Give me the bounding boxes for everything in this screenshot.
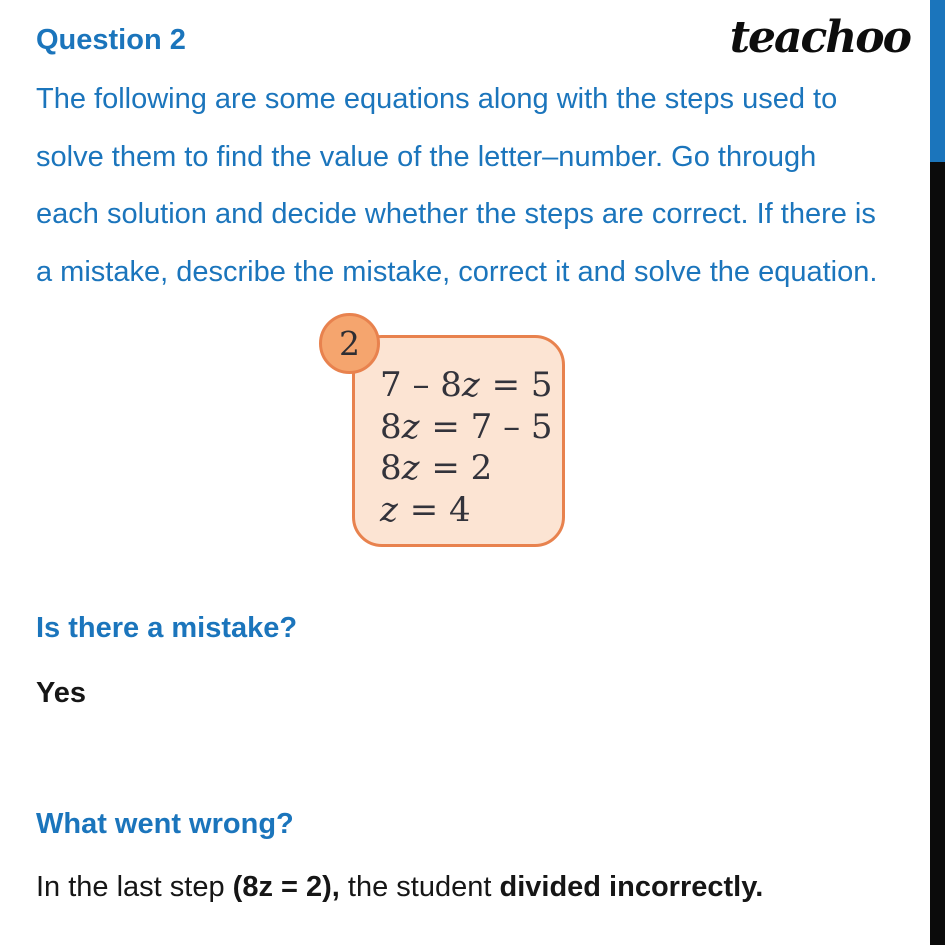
is-there-a-mistake-heading: Is there a mistake? — [36, 612, 298, 644]
intro-line: solve them to find the value of the letter–number. Go through — [36, 140, 817, 173]
intro-paragraph — [36, 71, 916, 301]
equation-step: 8z = 2 — [380, 448, 493, 488]
equation-step: 8z = 7 – 5 — [380, 406, 553, 447]
equation-steps — [380, 365, 553, 531]
teachoo-logo: teachoo — [729, 12, 910, 63]
answer-segment: divided incorrectly. — [499, 871, 764, 903]
mistake-answer: Yes — [36, 677, 86, 709]
answer-segment: In the last step — [36, 871, 233, 903]
question-title: Question 2 — [36, 24, 186, 56]
answer-segment: the student — [339, 871, 500, 903]
what-went-wrong-answer — [36, 871, 763, 904]
equation-step: z = 4 — [380, 489, 471, 530]
intro-line: The following are some equations along with the steps used to — [36, 83, 838, 115]
equation-number-badge: 2 — [319, 313, 380, 374]
what-went-wrong-heading: What went wrong? — [36, 808, 294, 840]
answer-segment: (8z = 2), — [232, 871, 340, 903]
equation-step: 7 – 8z = 5 — [380, 365, 553, 405]
intro-line: a mistake, describe the mistake, correct it and solve the equation. — [36, 255, 878, 288]
intro-line: each solution and decide whether the steps are correct. If there is — [36, 198, 876, 230]
equation-box — [352, 335, 565, 547]
right-edge-blue-bar — [930, 0, 945, 162]
right-edge-black-bar — [930, 0, 945, 945]
